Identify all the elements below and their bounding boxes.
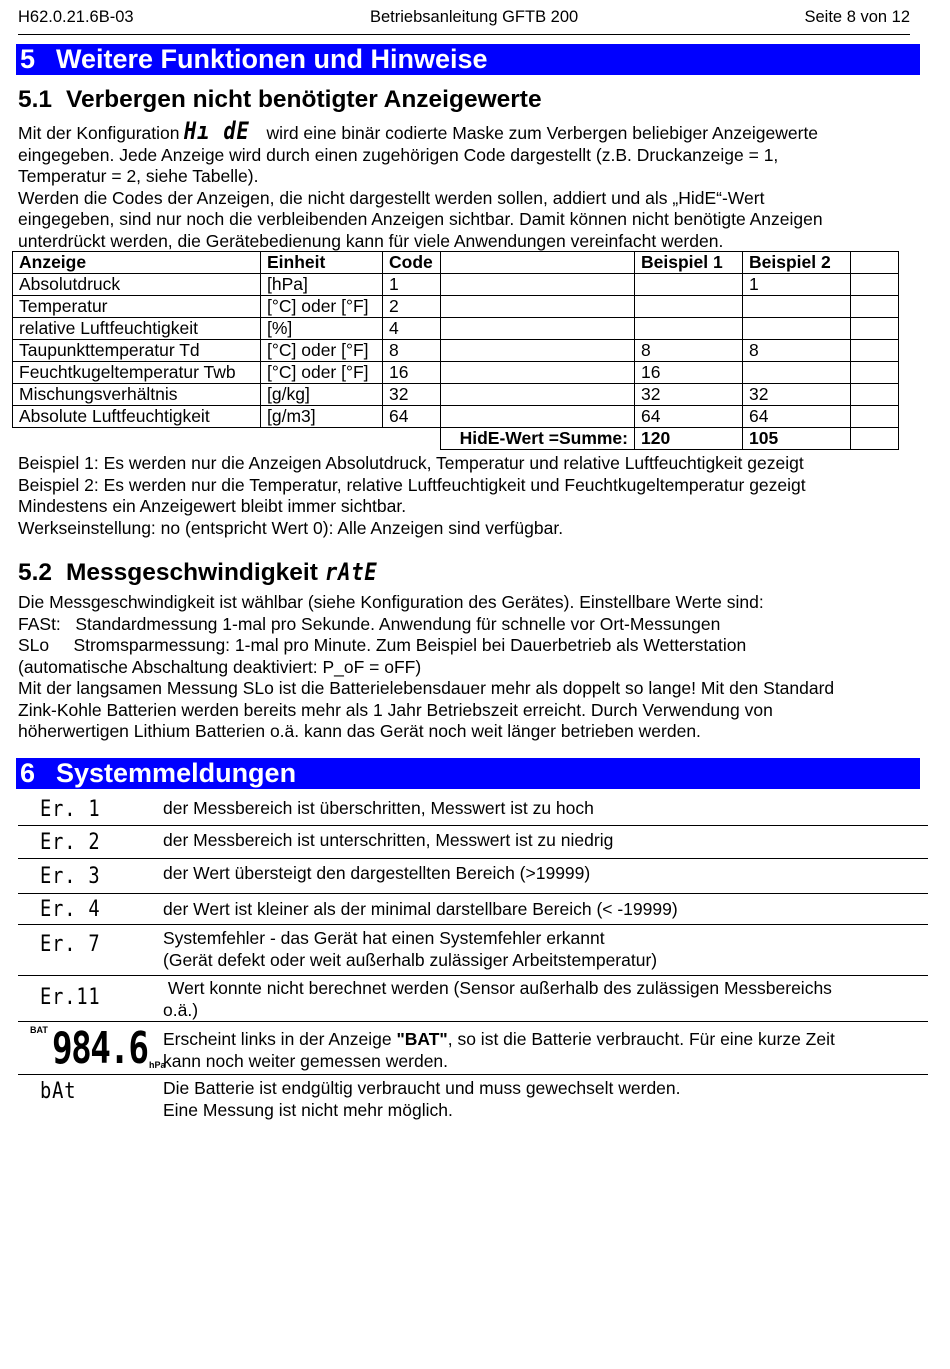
table-cell: 8 bbox=[743, 340, 851, 362]
empty-cell bbox=[851, 428, 899, 450]
table-header-row bbox=[13, 252, 899, 274]
table-cell bbox=[851, 274, 899, 296]
table-cell: Feuchtkugeltemperatur Twb bbox=[13, 362, 261, 384]
table-cell: [g/kg] bbox=[261, 384, 383, 406]
table-cell: 4 bbox=[383, 318, 441, 340]
table-cell bbox=[441, 318, 635, 340]
lcd-rate-glyph: rAtE bbox=[324, 558, 378, 586]
note-line: Mindestens ein Anzeigewert bleibt immer sichtbar. bbox=[18, 496, 407, 516]
table-cell: Absolutdruck bbox=[13, 274, 261, 296]
examples-notes bbox=[18, 453, 913, 539]
lcd-reading: 984.6 bbox=[52, 1023, 148, 1074]
bat-indicator: BAT bbox=[30, 1025, 48, 1035]
table-cell: Taupunkttemperatur Td bbox=[13, 340, 261, 362]
column-header: Einheit bbox=[261, 252, 383, 274]
paragraph-line: Werden die Codes der Anzeigen, die nicht dargestellt werden sollen, addiert und als „HidE“-Wert bbox=[18, 187, 765, 208]
message-text: der Messbereich ist unterschritten, Messwert ist zu niedrig bbox=[163, 830, 614, 850]
paragraph-line: eingegeben, sind nur noch die verbleibenden Anzeigen sichtbar. Damit können nicht benötigte Anzeigen bbox=[18, 209, 823, 229]
message-row-battery-low bbox=[18, 1023, 928, 1075]
table-cell bbox=[851, 340, 899, 362]
note-line: Werkseinstellung: no (entspricht Wert 0): Alle Anzeigen sind verfügbar. bbox=[18, 517, 564, 538]
lcd-hide-glyph: Hı dE bbox=[184, 117, 251, 145]
note-line: Beispiel 2: Es werden nur die Temperatur, relative Luftfeuchtigkeit und Feuchtkugeltemperatur gezeigt bbox=[18, 474, 806, 495]
table-row bbox=[13, 406, 899, 428]
message-row-er3 bbox=[18, 860, 928, 894]
table-cell: [°C] oder [°F] bbox=[261, 362, 383, 384]
error-code: Er. 1 bbox=[40, 797, 101, 822]
section-6-heading bbox=[16, 758, 920, 789]
paragraph-line: (automatische Abschaltung deaktiviert: P_oF = oFF) bbox=[18, 656, 422, 677]
table-cell: [°C] oder [°F] bbox=[261, 340, 383, 362]
table-cell bbox=[851, 296, 899, 318]
section-number: 5 bbox=[20, 44, 36, 74]
table-cell: 64 bbox=[383, 406, 441, 428]
section-title: Systemmeldungen bbox=[56, 758, 297, 788]
table-cell: [g/m3] bbox=[261, 406, 383, 428]
error-code: Er. 4 bbox=[40, 897, 101, 922]
column-header: Anzeige bbox=[13, 252, 261, 274]
table-row bbox=[13, 384, 899, 406]
table-cell bbox=[441, 362, 635, 384]
table-cell: [hPa] bbox=[261, 274, 383, 296]
table-cell bbox=[635, 318, 743, 340]
table-cell bbox=[851, 318, 899, 340]
table-cell: 16 bbox=[635, 362, 743, 384]
error-code: bAt bbox=[40, 1079, 77, 1104]
message-row-er2 bbox=[18, 827, 928, 859]
table-cell bbox=[441, 340, 635, 362]
intro-text-after: wird eine binär codierte Maske zum Verbergen beliebiger Anzeigewerte bbox=[266, 123, 819, 143]
message-text: Wert konnte nicht berechnet werden (Sensor außerhalb des zulässigen Messbereichs bbox=[163, 978, 832, 998]
section-title: Weitere Funktionen und Hinweise bbox=[56, 44, 488, 74]
paragraph-line: Die Messgeschwindigkeit ist wählbar (siehe Konfiguration des Gerätes). Einstellbare Werte sind: bbox=[18, 592, 764, 612]
paragraph-line: Temperatur = 2, siehe Tabelle). bbox=[18, 166, 259, 186]
sum-example-2: 105 bbox=[743, 428, 851, 450]
subsection-5-2-heading bbox=[18, 558, 387, 587]
table-row bbox=[13, 296, 899, 318]
subsection-5-1-heading bbox=[18, 86, 542, 114]
message-text: Systemfehler - das Gerät hat einen Systemfehler erkannt bbox=[163, 928, 605, 948]
sum-example-1: 120 bbox=[635, 428, 743, 450]
table-row bbox=[13, 362, 899, 384]
message-text: (Gerät defekt oder weit außerhalb zulässiger Arbeitstemperatur) bbox=[163, 949, 658, 970]
column-header: Beispiel 2 bbox=[743, 252, 851, 274]
intro-text-before: Mit der Konfiguration bbox=[18, 123, 180, 143]
paragraph-line: FASt: Standardmessung 1-mal pro Sekunde. Anwendung für schnelle vor Ort-Messungen bbox=[18, 613, 721, 634]
paragraph-line: unterdrückt werden, die Gerätebedienung kann für viele Anwendungen vereinfacht werden. bbox=[18, 230, 724, 251]
table-cell bbox=[851, 406, 899, 428]
paragraph-line: Zink-Kohle Batterien werden bereits mehr als 1 Jahr Betriebszeit erreicht. Durch Verwendung von bbox=[18, 699, 773, 720]
message-row-bat bbox=[18, 1076, 928, 1124]
hide-intro-paragraph bbox=[18, 117, 913, 252]
column-header bbox=[441, 252, 635, 274]
table-cell: 2 bbox=[383, 296, 441, 318]
sum-label: HidE-Wert =Summe: bbox=[441, 428, 635, 450]
lcd-unit: hPa bbox=[149, 1060, 166, 1070]
subsection-number: 5.2 bbox=[18, 559, 53, 586]
table-cell bbox=[743, 296, 851, 318]
empty-cell bbox=[383, 428, 441, 450]
message-text: o.ä.) bbox=[163, 999, 199, 1020]
table-cell: 32 bbox=[635, 384, 743, 406]
table-cell: 1 bbox=[743, 274, 851, 296]
page-number: Seite 8 von 12 bbox=[804, 8, 910, 26]
message-text: Eine Messung ist nicht mehr möglich. bbox=[163, 1099, 453, 1120]
table-cell bbox=[743, 362, 851, 384]
paragraph-line: eingegeben. Jede Anzeige wird durch einen zugehörigen Code dargestellt (z.B. Druckanzeige = 1, bbox=[18, 144, 779, 165]
table-cell bbox=[635, 274, 743, 296]
message-text: Die Batterie ist endgültig verbraucht und muss gewechselt werden. bbox=[163, 1078, 681, 1098]
table-cell: [%] bbox=[261, 318, 383, 340]
table-cell: 64 bbox=[743, 406, 851, 428]
message-text bbox=[163, 1029, 923, 1051]
table-cell: 32 bbox=[383, 384, 441, 406]
doc-title: Betriebsanleitung GFTB 200 bbox=[370, 8, 579, 26]
table-cell bbox=[441, 384, 635, 406]
table-cell: relative Luftfeuchtigkeit bbox=[13, 318, 261, 340]
subsection-title: Verbergen nicht benötigter Anzeigewerte bbox=[66, 86, 542, 113]
empty-cell bbox=[261, 428, 383, 450]
table-cell bbox=[441, 274, 635, 296]
table-cell: 8 bbox=[635, 340, 743, 362]
message-text-bold: "BAT" bbox=[396, 1029, 448, 1049]
table-row bbox=[13, 274, 899, 296]
table-cell: Mischungsverhältnis bbox=[13, 384, 261, 406]
table-row bbox=[13, 318, 899, 340]
table-cell bbox=[743, 318, 851, 340]
error-code: Er.11 bbox=[40, 985, 101, 1010]
column-header bbox=[851, 252, 899, 274]
table-cell: 64 bbox=[635, 406, 743, 428]
column-header: Code bbox=[383, 252, 441, 274]
paragraph-line: SLo Stromsparmessung: 1-mal pro Minute. Zum Beispiel bei Dauerbetrieb als Wetterstation bbox=[18, 635, 747, 655]
table-cell: 16 bbox=[383, 362, 441, 384]
message-row-er1 bbox=[18, 795, 928, 826]
message-row-er11 bbox=[18, 977, 928, 1022]
message-text: der Wert ist kleiner als der minimal darstellbare Bereich (< -19999) bbox=[163, 899, 678, 919]
rate-paragraph bbox=[18, 592, 913, 743]
sum-row bbox=[13, 428, 899, 450]
table-cell bbox=[851, 384, 899, 406]
paragraph-line: höherwertigen Lithium Batterien o.ä. kann das Gerät noch weit länger betrieben werden. bbox=[18, 721, 701, 741]
display-code-table bbox=[12, 251, 899, 450]
doc-id: H62.0.21.6B-03 bbox=[18, 8, 134, 26]
message-text: der Wert übersteigt den dargestellten Bereich (>19999) bbox=[163, 863, 591, 883]
error-code: Er. 7 bbox=[40, 932, 101, 957]
running-header bbox=[18, 8, 910, 30]
header-rule bbox=[18, 34, 910, 35]
table-row bbox=[13, 340, 899, 362]
table-cell: 1 bbox=[383, 274, 441, 296]
table-cell bbox=[851, 362, 899, 384]
empty-cell bbox=[13, 428, 261, 450]
table-cell: Absolute Luftfeuchtigkeit bbox=[13, 406, 261, 428]
message-row-er4 bbox=[18, 895, 928, 925]
subsection-title: Messgeschwindigkeit bbox=[66, 559, 318, 586]
table-cell: Temperatur bbox=[13, 296, 261, 318]
error-code: Er. 3 bbox=[40, 864, 101, 889]
note-line: Beispiel 1: Es werden nur die Anzeigen Absolutdruck, Temperatur und relative Luftfeuchtigkeit gezeigt bbox=[18, 453, 804, 473]
message-row-er7 bbox=[18, 926, 928, 976]
section-5-heading bbox=[16, 44, 920, 75]
message-text-before: Erscheint links in der Anzeige bbox=[163, 1029, 397, 1049]
lcd-battery-display bbox=[30, 1023, 166, 1075]
table-cell bbox=[441, 406, 635, 428]
table-cell: [°C] oder [°F] bbox=[261, 296, 383, 318]
table-cell: 32 bbox=[743, 384, 851, 406]
table-cell: 8 bbox=[383, 340, 441, 362]
column-header: Beispiel 1 bbox=[635, 252, 743, 274]
message-text-after: , so ist die Batterie verbraucht. Für eine kurze Zeit bbox=[447, 1029, 835, 1049]
subsection-number: 5.1 bbox=[18, 86, 53, 113]
message-text: der Messbereich ist überschritten, Messwert ist zu hoch bbox=[163, 798, 594, 818]
error-code: Er. 2 bbox=[40, 830, 101, 855]
message-text: kann noch weiter gemessen werden. bbox=[163, 1050, 449, 1071]
paragraph-line: Mit der langsamen Messung SLo ist die Batterielebensdauer mehr als doppelt so lange! Mit den Standard bbox=[18, 678, 835, 698]
table-cell bbox=[441, 296, 635, 318]
table-cell bbox=[635, 296, 743, 318]
intro-line bbox=[18, 117, 913, 145]
section-number: 6 bbox=[20, 758, 36, 788]
